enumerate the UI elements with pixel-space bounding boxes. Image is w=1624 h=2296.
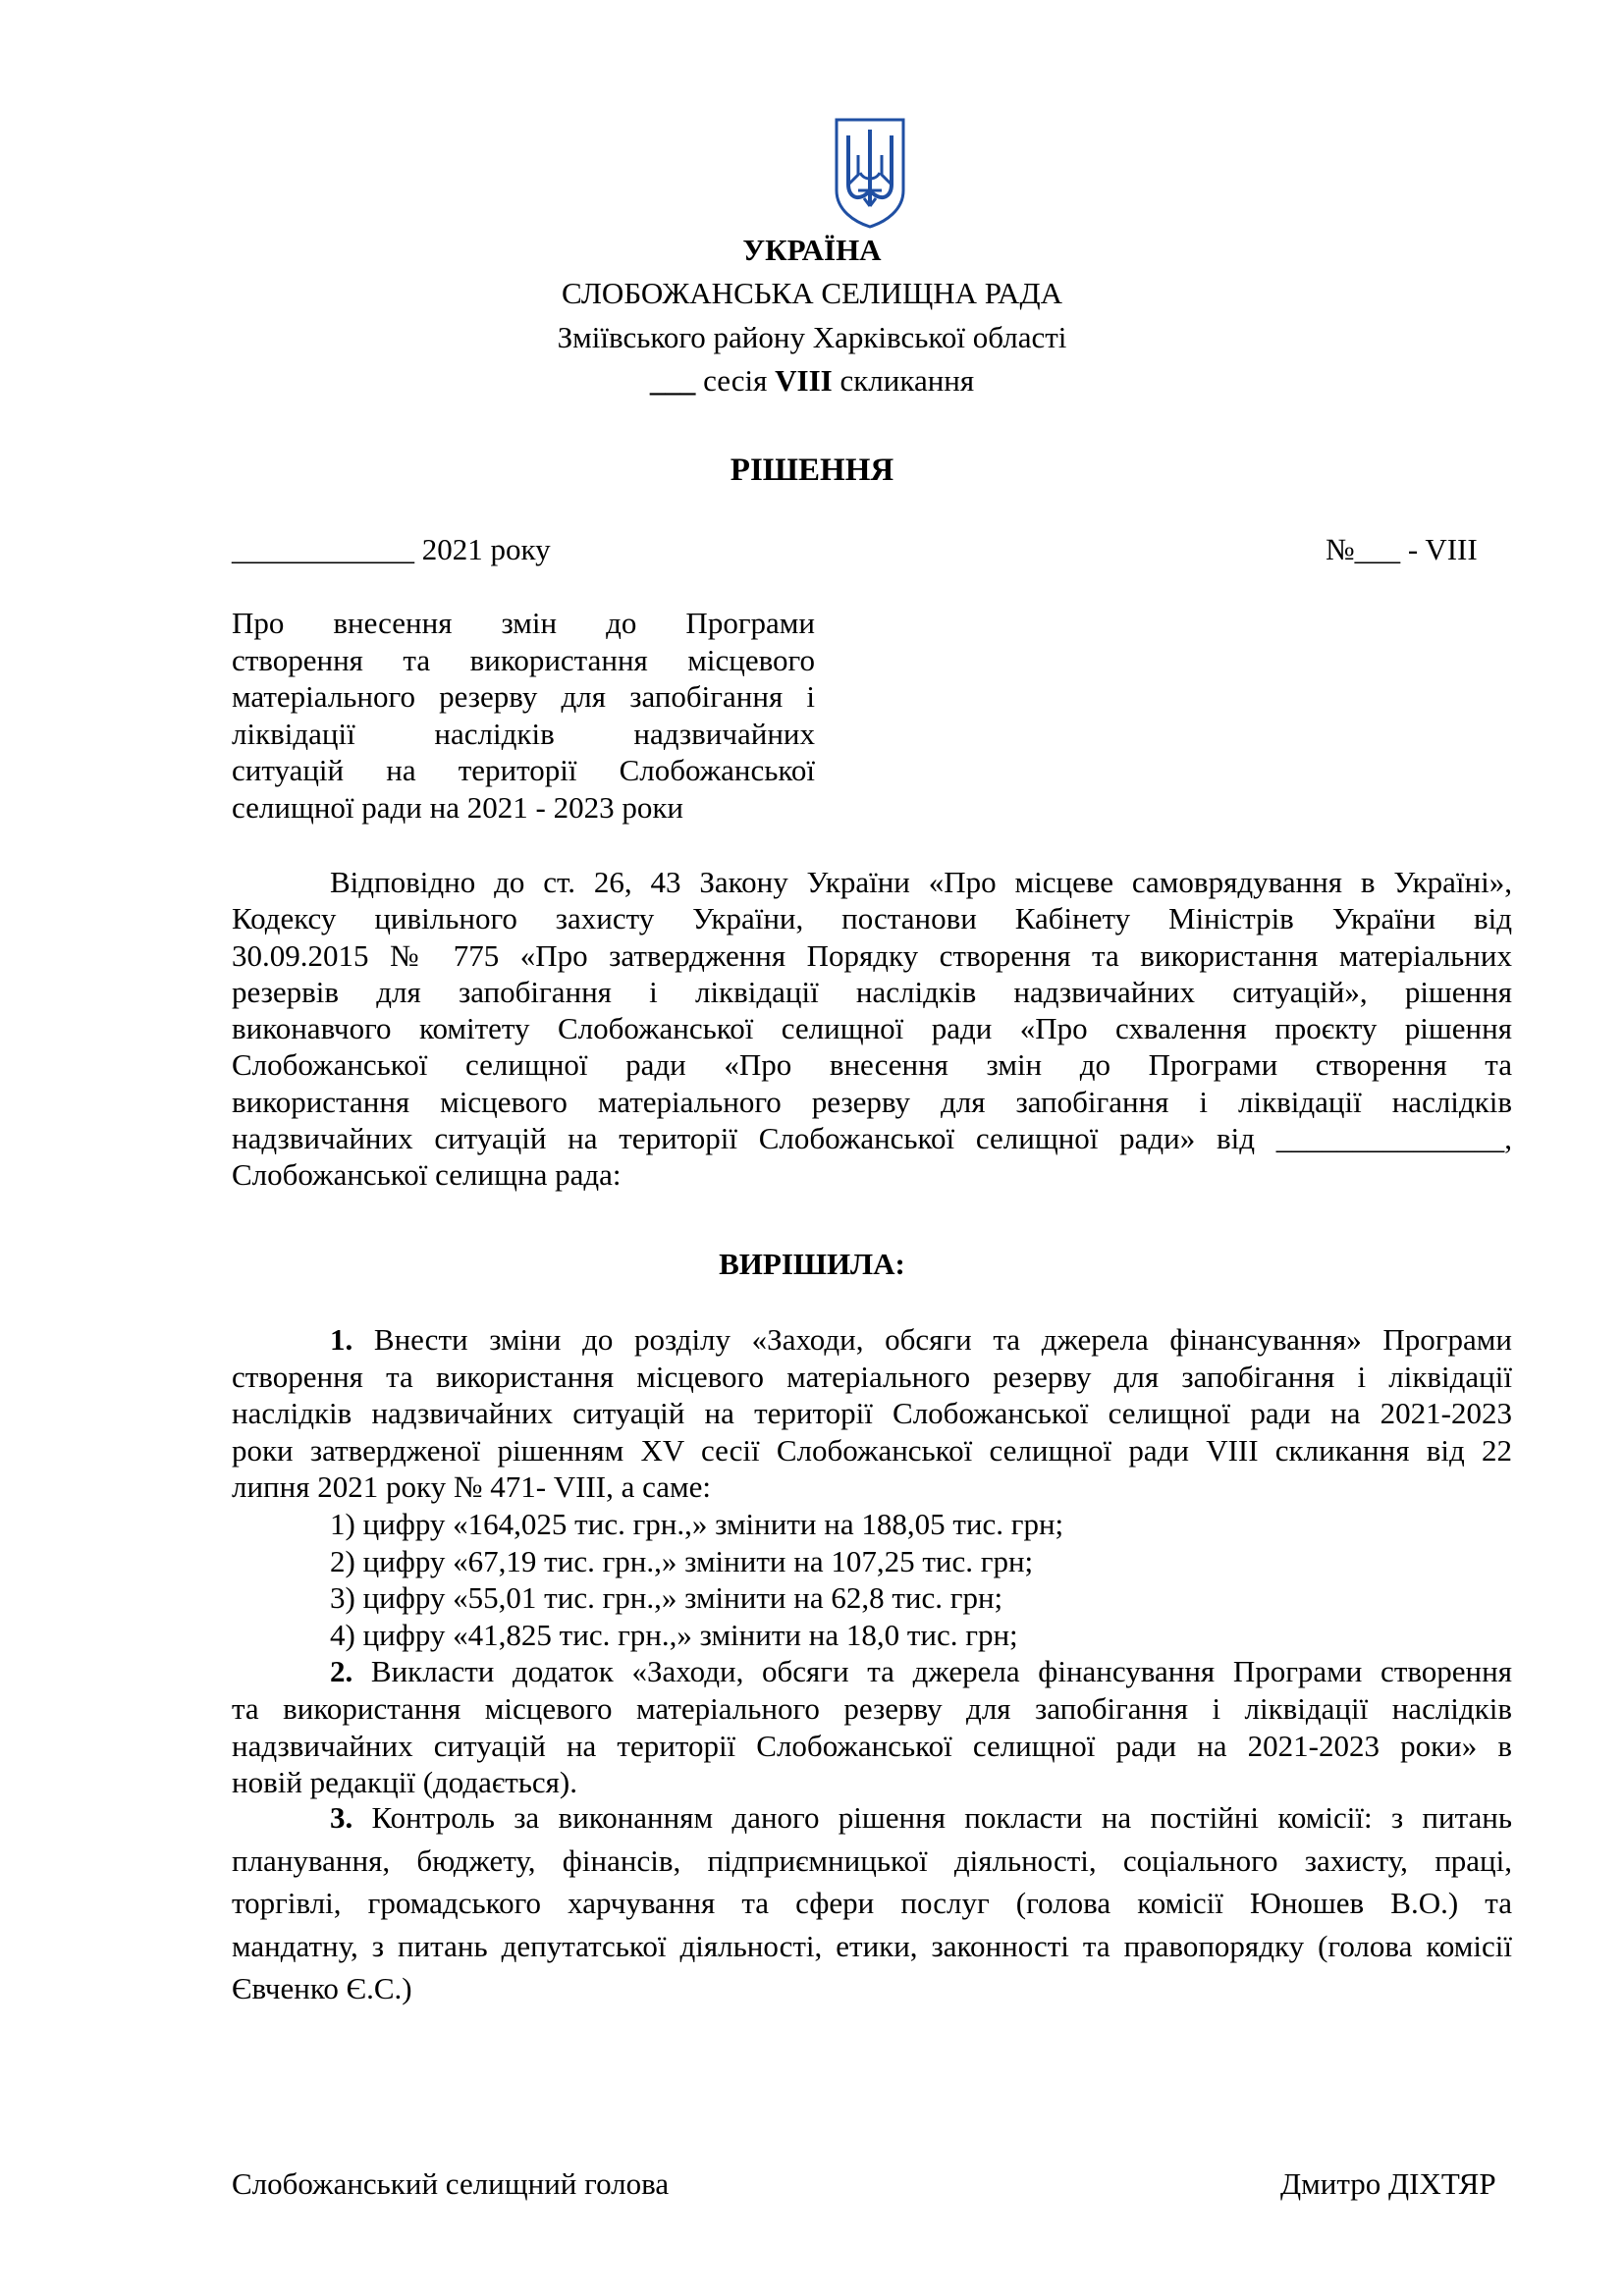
district-name: Зміївського району Харківської області [557,320,1067,354]
council-name: СЛОБОЖАНСЬКА СЕЛИЩНА РАДА [562,276,1062,310]
item-2-line: 2. Викласти додаток «Заходи, обсяги та джерела фінансування Програми створення [330,1654,1512,1689]
item-2-line: надзвичайних ситуацій на території Слобожанської селищної ради на 2021-2023 роки» в [232,1728,1512,1763]
subject-line: створення та використання місцевого [232,642,815,677]
item-3-paragraph [232,1798,1512,2012]
subject-line: ліквідації наслідків надзвичайних [232,716,815,751]
item-3-line: 3. Контроль за виконанням даного рішення покласти на постійні комісії: з питань [330,1800,1512,1835]
item-2-number: 2. [330,1654,353,1689]
decision-items [232,1321,1512,1801]
session-blank: ___ [649,363,696,398]
item-1-line: роки затвердженої рішенням XV сесії Слобожанської селищної ради VIII скликання від 22 [232,1432,1512,1468]
number-line: №___ - VIII [1326,532,1478,566]
item-2-line: новій редакції (додається). [232,1765,578,1800]
resolved-heading: ВИРІШИЛА: [719,1247,905,1281]
subject-line: Про внесення змін до Програми [232,606,815,640]
item-1-line: липня 2021 року № 471- VIII, а саме: [232,1469,712,1505]
preamble-line: 30.09.2015 № 775 «Про затвердження Порядку створення та використання матеріальних [232,937,1512,973]
session-line [0,361,1624,400]
preamble-line: резервів для запобігання і ліквідації наслідків надзвичайних ситуацій», рішення [232,974,1512,1009]
subitem: 3) цифру «55,01 тис. грн.,» змінити на 62,8 тис. грн; [330,1580,1003,1616]
signature-position: Слобожанський селищний голова [232,2166,670,2201]
preamble-line: Слобожанської селищна рада: [232,1157,622,1193]
date-line: ____________ 2021 року [232,532,551,566]
item-1-number: 1. [330,1322,353,1357]
item-3-number: 3. [330,1800,353,1835]
subitem: 4) цифру «41,825 тис. грн.,» змінити на 18,0 тис. грн; [330,1617,1018,1652]
subject-line: ситуацій на території Слобожанської [232,753,815,787]
subject-line: селищної ради на 2021 - 2023 роки [232,789,683,825]
preamble-line: Відповідно до ст. 26, 43 Закону України «Про місцеве самоврядування в Україні», [330,865,1512,899]
decision-subject [232,605,815,826]
trident-emblem-icon [833,116,907,230]
item-1-line: наслідків надзвичайних ситуацій на території Слобожанської селищної ради на 2021-2023 [232,1396,1512,1431]
session-word: сесія [695,363,776,398]
item-3-line: мандатну, з питань депутатської діяльності, етики, законності та правопорядку (голова комісії [232,1928,1512,1963]
item-2-line: та використання місцевого матеріального резерву для запобігання і ліквідації наслідків [232,1690,1512,1726]
subject-line: матеріального резерву для запобігання і [232,679,815,714]
signature-name: Дмитро ДІХТЯР [1280,2166,1496,2201]
subitem: 2) цифру «67,19 тис. грн.,» змінити на 107,25 тис. грн; [330,1543,1034,1578]
preamble-line: Кодексу цивільного захисту України, постанови Кабінету Міністрів України від [232,901,1512,936]
item-1-line: створення та використання місцевого матеріального резерву для запобігання і ліквідації [232,1359,1512,1394]
preamble-line: надзвичайних ситуацій на території Слобожанської селищної ради» від _______________, [232,1121,1512,1156]
preamble-paragraph [232,864,1512,1194]
doc-type-title: РІШЕННЯ [730,453,894,488]
convocation-number: VIII [775,363,833,398]
convocation-word: скликання [832,363,975,398]
preamble-line: виконавчого комітету Слобожанської селищної ради «Про схвалення проєкту рішення [232,1011,1512,1046]
item-1-line: 1. Внести зміни до розділу «Заходи, обсяги та джерела фінансування» Програми [330,1322,1512,1357]
item-3-line: Євченко Є.С.) [232,1971,412,2005]
item-3-line: торгівлі, громадського харчування та сфери послуг (голова комісії Юношев В.О.) та [232,1886,1512,1920]
preamble-line: використання місцевого матеріального резерву для запобігання і ліквідації наслідків [232,1084,1512,1119]
country-name: УКРАЇНА [742,233,882,267]
subitem: 1) цифру «164,025 тис. грн.,» змінити на 188,05 тис. грн; [330,1506,1064,1541]
item-3-line: планування, бюджету, фінансів, підприємницької діяльності, соціального захисту, праці, [232,1842,1512,1878]
preamble-line: Слобожанської селищної ради «Про внесення змін до Програми створення та [232,1047,1512,1083]
